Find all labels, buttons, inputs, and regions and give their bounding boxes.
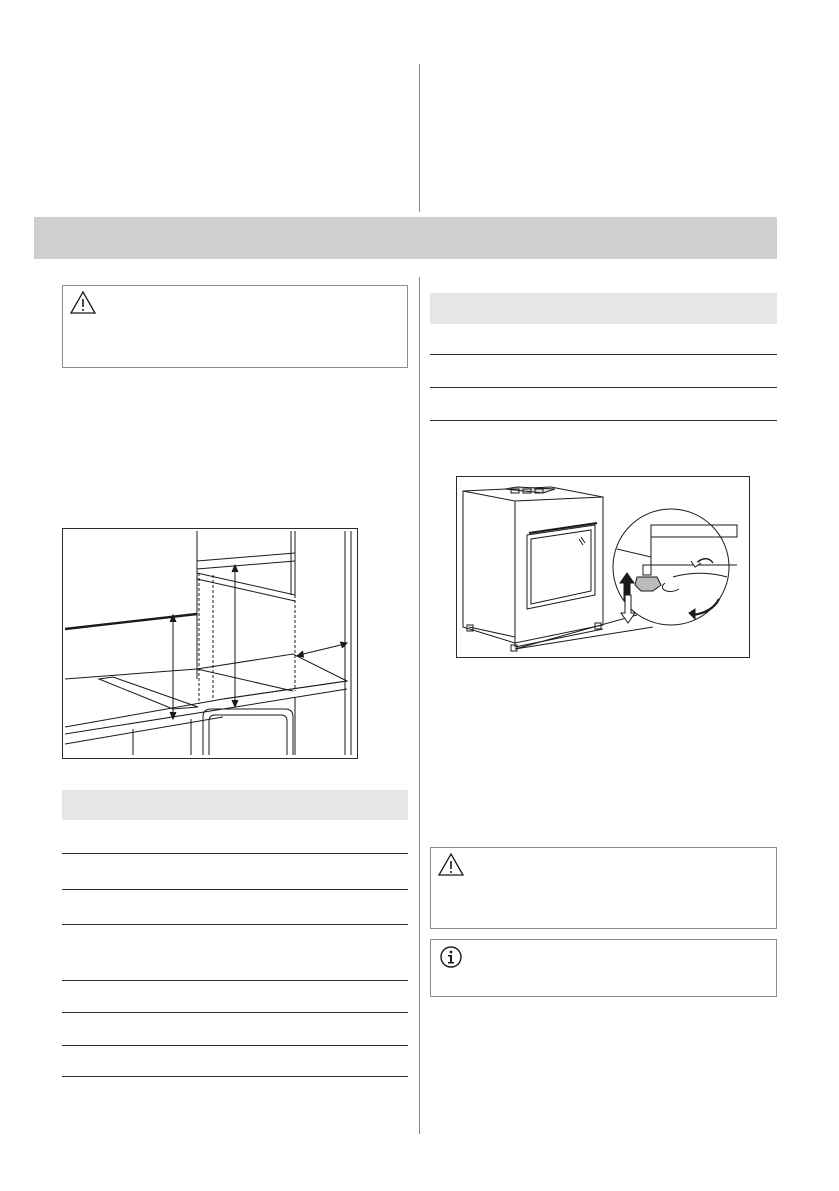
installation-clearance-figure: [62, 528, 358, 759]
warning-notice-box: [62, 285, 408, 368]
info-notice-box: [430, 939, 777, 997]
table-row-divider: [62, 1012, 408, 1013]
table-row-divider: [62, 980, 408, 981]
kitchen-cabinet-illustration: [63, 529, 357, 758]
table-header-right: [430, 293, 777, 324]
column-divider-main: [419, 277, 420, 1134]
table-row-divider: [62, 1076, 408, 1077]
info-circle-icon: [437, 944, 465, 970]
warning-triangle-icon: [69, 290, 97, 316]
table-row-divider: [430, 354, 777, 355]
section-header-bar: [34, 217, 777, 259]
table-row-divider: [62, 1045, 408, 1046]
column-divider-top: [419, 64, 420, 212]
table-row-divider: [62, 853, 408, 854]
table-row-divider: [430, 387, 777, 388]
warning-triangle-icon: [437, 852, 465, 878]
table-row-divider: [62, 889, 408, 890]
leveling-feet-figure: [456, 476, 750, 658]
warning-notice-box: [430, 847, 777, 929]
cooker-leveling-illustration: [457, 477, 749, 657]
table-row-divider: [62, 924, 408, 925]
table-header-left: [62, 790, 408, 820]
table-row-divider: [430, 420, 777, 421]
